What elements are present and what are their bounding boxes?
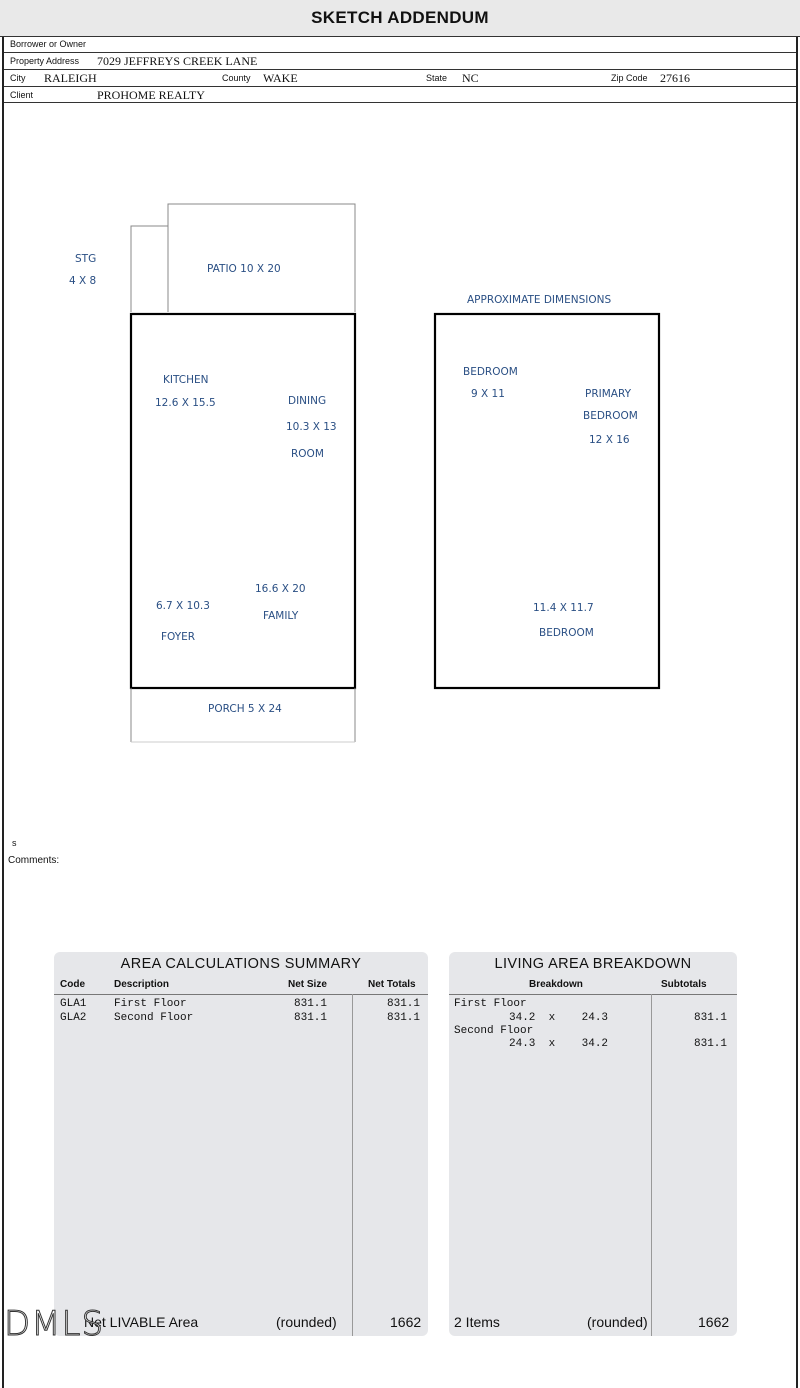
area-calculations-panel	[54, 952, 428, 1336]
area-summary-title: AREA CALCULATIONS SUMMARY	[120, 956, 362, 972]
bedroom2-label: BEDROOM	[539, 627, 594, 639]
dining-label: DINING	[288, 395, 327, 407]
row2-desc: Second Floor	[114, 1012, 194, 1024]
client-label: Client	[10, 90, 34, 100]
col-net-totals: Net Totals	[368, 979, 416, 990]
living-rounded-label: (rounded)	[587, 1314, 648, 1330]
state-value: NC	[462, 71, 479, 85]
page-title: SKETCH ADDENDUM	[311, 8, 489, 27]
col-net-size: Net Size	[288, 979, 327, 990]
patio-outline	[168, 204, 355, 312]
row2-size: 831.1	[294, 1012, 328, 1024]
porch-label: PORCH 5 X 24	[208, 703, 282, 715]
living-breakdown-title: LIVING AREA BREAKDOWN	[494, 956, 692, 972]
living-area-panel	[449, 952, 737, 1336]
property-value: 7029 JEFFREYS CREEK LANE	[97, 54, 258, 68]
family-dim: 16.6 X 20	[255, 583, 306, 595]
borrower-row	[4, 36, 796, 53]
city-row	[4, 70, 796, 87]
row1-code: GLA1	[60, 998, 87, 1010]
dmls-watermark-logo: DMLS	[4, 1304, 105, 1344]
living-total: 1662	[698, 1314, 730, 1330]
col-code: Code	[60, 979, 85, 990]
primary-bedroom-label: BEDROOM	[583, 410, 638, 422]
property-label: Property Address	[10, 56, 80, 66]
dining-dim: 10.3 X 13	[286, 421, 337, 433]
primary-label: PRIMARY	[585, 388, 632, 400]
col-description: Description	[114, 979, 170, 990]
breakdown-first-floor: First Floor	[454, 998, 527, 1010]
kitchen-label: KITCHEN	[163, 374, 209, 386]
client-row	[4, 87, 796, 103]
breakdown-first-dims: 34.2 x 24.3	[509, 1012, 609, 1024]
header-divider	[4, 102, 796, 103]
primary-dim: 12 X 16	[589, 434, 630, 446]
bedroom2-dim: 11.4 X 11.7	[533, 602, 594, 614]
net-livable-label: Net LIVABLE Area	[84, 1314, 199, 1330]
stg-label: STG	[75, 253, 97, 265]
living-column-divider	[651, 994, 652, 1336]
items-count: 2 Items	[454, 1314, 500, 1330]
row1-size: 831.1	[294, 998, 328, 1010]
city-value: RALEIGH	[44, 71, 97, 85]
row2-total: 831.1	[387, 1012, 421, 1024]
dining-room-label: ROOM	[291, 448, 324, 460]
breakdown-sub1: 831.1	[694, 1012, 728, 1024]
patio-label: PATIO 10 X 20	[207, 263, 281, 275]
living-header-divider	[449, 994, 737, 995]
floor-plan-sketch	[0, 150, 800, 760]
net-livable-total: 1662	[390, 1314, 422, 1330]
storage-outline	[131, 226, 168, 312]
state-label: State	[426, 73, 448, 83]
small-s-mark: s	[12, 838, 17, 848]
breakdown-sub2: 831.1	[694, 1038, 728, 1050]
area-header-divider	[54, 994, 428, 995]
stg-dim: 4 X 8	[69, 275, 97, 287]
col-breakdown: Breakdown	[529, 979, 583, 990]
property-row	[4, 53, 796, 70]
comments-label: Comments:	[8, 855, 60, 866]
bedroom1-label: BEDROOM	[463, 366, 518, 378]
row2-code: GLA2	[60, 1012, 87, 1024]
foyer-label: FOYER	[161, 631, 196, 643]
area-rounded-label: (rounded)	[276, 1314, 337, 1330]
breakdown-second-dims: 24.3 x 34.2	[509, 1038, 609, 1050]
client-value: PROHOME REALTY	[97, 88, 205, 102]
borrower-label: Borrower or Owner	[10, 39, 87, 49]
kitchen-dim: 12.6 X 15.5	[155, 397, 216, 409]
title-bar	[0, 0, 800, 37]
city-label: City	[10, 73, 26, 83]
approx-dimensions: APPROXIMATE DIMENSIONS	[467, 294, 612, 306]
col-subtotals: Subtotals	[661, 979, 707, 990]
county-value: WAKE	[263, 71, 298, 85]
county-label: County	[222, 73, 251, 83]
family-label: FAMILY	[263, 610, 299, 622]
zip-label: Zip Code	[611, 73, 648, 83]
area-column-divider	[352, 994, 353, 1336]
breakdown-second-floor: Second Floor	[454, 1025, 534, 1037]
bedroom1-dim: 9 X 11	[471, 388, 505, 400]
zip-value: 27616	[660, 71, 690, 85]
foyer-dim: 6.7 X 10.3	[156, 600, 210, 612]
row1-total: 831.1	[387, 998, 421, 1010]
row1-desc: First Floor	[114, 998, 187, 1010]
